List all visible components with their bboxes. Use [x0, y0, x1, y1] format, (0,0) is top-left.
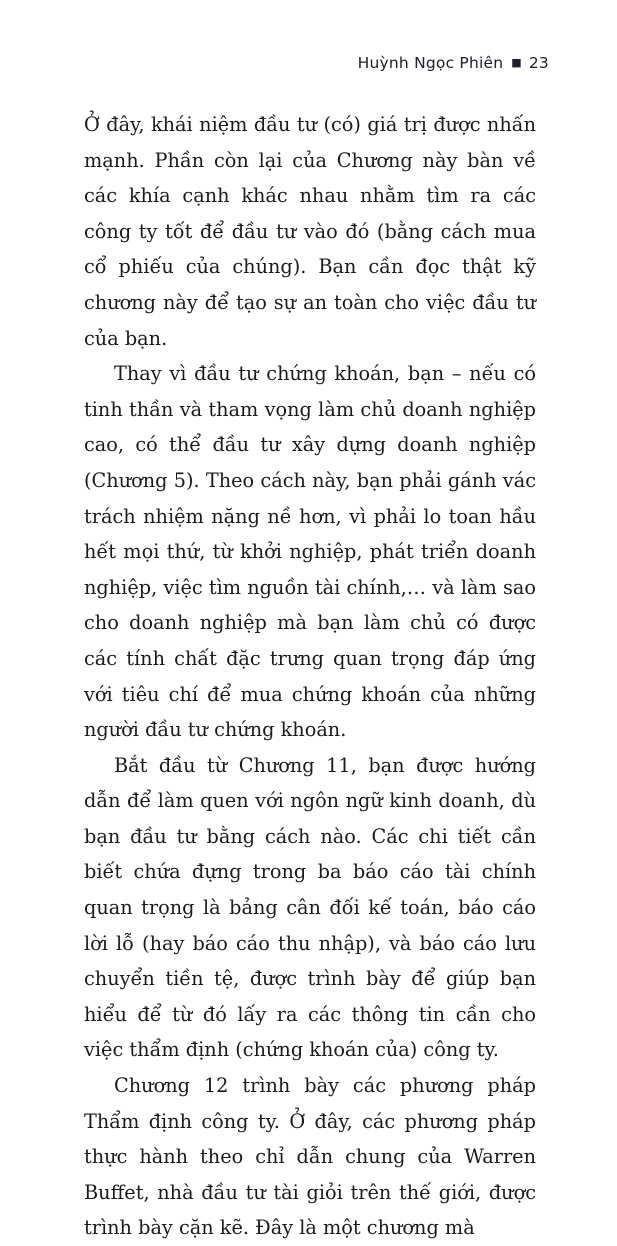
paragraph: Thay vì đầu tư chứng khoán, bạn – nếu có tinh thần và tham vọng làm chủ doanh nghiệp cao, có thể đầu tư xây dựng doanh nghiệp (Chương 5). Theo cách này, bạn phải gánh vác trách nhiệm nặng nề hơn, vì phải lo toan hầu hết mọi thứ, từ khởi nghiệp, phát triển doanh nghiệp, việc tìm nguồn tài chính,… và làm sao cho doanh nghiệp mà bạn làm chủ có được các tính chất đặc trưng quan trọng đáp ứng với tiêu chí để mua chứng khoán của những người đầu tư chứng khoán.	[84, 362, 536, 742]
running-head-author: Huỳnh Ngọc Phiên	[357, 54, 504, 72]
page-number: 23	[528, 54, 549, 72]
running-head	[358, 54, 549, 72]
paragraph: Chương 12 trình bày các phương pháp Thẩm định công ty. Ở đây, các phương pháp thực hành theo chỉ dẫn chung của Warren Buffet, nhà đầu tư tài giỏi trên thế giới, được trình bày cặn kẽ. Đây là một chương mà	[84, 1074, 536, 1240]
paragraph: Ở đây, khái niệm đầu tư (có) giá trị được nhấn mạnh. Phần còn lại của Chương này bàn về các khía cạnh khác nhau nhằm tìm ra các công ty tốt để đầu tư vào đó (bằng cách mua cổ phiếu của chúng). Bạn cần đọc thật kỹ chương này để tạo sự an toàn cho việc đầu tư của bạn.	[84, 113, 536, 350]
paragraph: Bắt đầu từ Chương 11, bạn được hướng dẫn để làm quen với ngôn ngữ kinh doanh, dù bạn đầu tư bằng cách nào. Các chi tiết cần biết chứa đựng trong ba báo cáo tài chính quan trọng là bảng cân đối kế toán, báo cáo lời lỗ (hay báo cáo thu nhập), và báo cáo lưu chuyển tiền tệ, được trình bày để giúp bạn hiểu để từ đó lấy ra các thông tin cần cho việc thẩm định (chứng khoán của) công ty.	[84, 753, 536, 1062]
body-text	[84, 107, 536, 1246]
running-head-separator-icon: ■	[511, 56, 522, 69]
